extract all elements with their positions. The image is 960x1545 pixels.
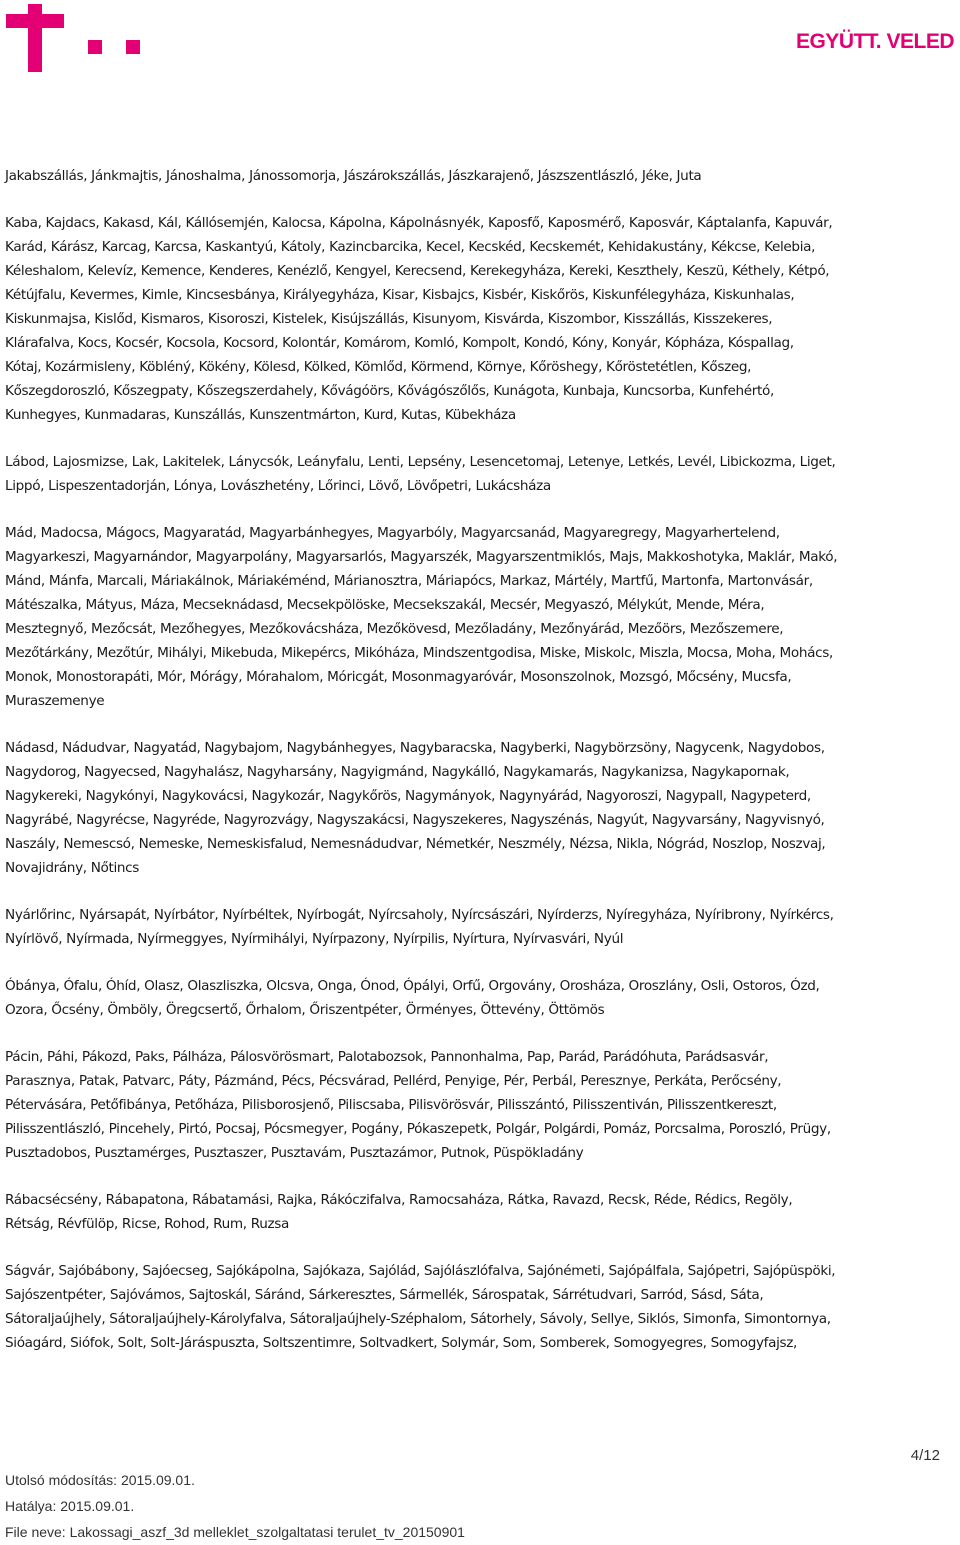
footer-filename: File neve: Lakossagi_aszf_3d melleklet_szolgaltatasi terulet_tv_20150901 — [5, 1524, 465, 1540]
footer-effective: Hatálya: 2015.09.01. — [5, 1498, 135, 1514]
paragraph-ny: Nyárlőrinc, Nyársapát, Nyírbátor, Nyírbéltek, Nyírbogát, Nyírcsaholy, Nyírcsászári, Nyírderzs, Nyíregyháza, Nyíribrony, Nyírkércs, Nyírlövő, Nyírmada, Nyírmeggyes, Nyírmihályi, Nyírpazony, Nyírpilis, Nyírtura, Nyírvasvári, Nyúl — [5, 907, 834, 947]
settlement-list — [5, 164, 955, 1378]
paragraph-p: Pácin, Páhi, Pákozd, Paks, Pálháza, Pálosvörösmart, Palotabozsok, Pannonhalma, Pap, Parád, Parádóhuta, Parádsasvár, Parasznya, Patak, Patvarc, Páty, Pázmánd, Pécs, Pécsvárad, Pellérd, Penyige, Pér, Perbál, Peresznye, Perkáta, Perőcsény, Pétervására, Petőfibánya, Petőháza, Pilisborosjenő, Piliscsaba, Pilisvörösvár, Pilisszántó, Pilisszentiván, Pilisszentkereszt, Pilisszentlászló, Pincehely, Pirtó, Pocsaj, Pócsmegyer, Pogány, Pókaszepetk, Polgár, Polgárdi, Pomáz, Porcsalma, Poroszló, Prügy, Pusztadobos, Pusztamérges, Pusztaszer, Pusztavám, Pusztazámor, Putnok, Püspökladány — [5, 1049, 831, 1161]
paragraph-n: Nádasd, Nádudvar, Nagyatád, Nagybajom, Nagybánhegyes, Nagybaracska, Nagyberki, Nagybörzsöny, Nagycenk, Nagydobos, Nagydorog, Nagyecsed, Nagyhalász, Nagyharsány, Nagyigmánd, Nagykálló, Nagykamarás, Nagykanizsa, Nagykapornak, Nagykereki, Nagykónyi, Nagykovácsi, Nagykozár, Nagykőrös, Nagymányok, Nagynyárád, Nagyoroszi, Nagypall, Nagypeterd, Nagyrábé, Nagyrécse, Nagyréde, Nagyrozvágy, Nagyszakácsi, Nagyszekeres, Nagyszénás, Nagyút, Nagyvarsány, Nagyvisnyó, Naszály, Nemescsó, Nemeske, Nemeskisfalud, Nemesnádudvar, Németkér, Neszmély, Nézsa, Nikla, Nógrád, Noszlop, Noszvaj, Novajidrány, Nőtincs — [5, 740, 826, 876]
paragraph-r: Rábacsécsény, Rábapatona, Rábatamási, Rajka, Rákóczifalva, Ramocsaháza, Rátka, Ravazd, Recsk, Réde, Rédics, Regöly, Rétság, Révfülöp, Ricse, Rohod, Rum, Ruzsa — [5, 1192, 793, 1232]
paragraph-k: Kaba, Kajdacs, Kakasd, Kál, Kállósemjén, Kalocsa, Kápolna, Kápolnásnyék, Kaposfő, Kaposmérő, Kaposvár, Káptalanfa, Kapuvár, Karád, Kárász, Karcag, Karcsa, Kaskantyú, Kátoly, Kazincbarcika, Kecel, Kecskéd, Kecskemét, Kehidakustány, Kékcse, Kelebia, Kéleshalom, Kelevíz, Kemence, Kenderes, Kenézlő, Kengyel, Kerecsend, Kerekegyháza, Kereki, Keszthely, Keszü, Kéthely, Kétpó, Kétújfalu, Kevermes, Kimle, Kincsesbánya, Királyegyháza, Kisar, Kisbajcs, Kisbér, Kiskőrös, Kiskunfélegyháza, Kiskunhalas, Kiskunmajsa, Kislőd, Kismaros, Kisoroszi, Kistelek, Kisújszállás, Kisunyom, Kisvárda, Kiszombor, Kisszállás, Kisszekeres, Klárafalva, Kocs, Kocsér, Kocsola, Kocsord, Kolontár, Komárom, Komló, Kompolt, Kondó, Kóny, Konyár, Kópháza, Kóspallag, Kótaj, Kozármisleny, Köbléný, Kökény, Kölesd, Kölked, Kömlőd, Körmend, Környe, Kőröshegy, Kőröstetétlen, Kőszeg, Kőszegdoroszló, Kőszegpaty, Kőszegszerdahely, Kővágóörs, Kővágószőlős, Kunágota, Kunbaja, Kuncsorba, Kunfehértó, Kunhegyes, Kunmadaras, Kunszállás, Kunszentmárton, Kurd, Kutas, Kübekháza — [5, 215, 833, 423]
footer — [5, 1467, 465, 1545]
telekom-logo — [6, 4, 140, 72]
paragraph-l: Lábod, Lajosmizse, Lak, Lakitelek, Lánycsók, Leányfalu, Lenti, Lepsény, Lesencetomaj, Letenye, Letkés, Levél, Libickozma, Liget, Lippó, Lispeszentadorján, Lónya, Lovászhetény, Lőrinci, Lövő, Lövőpetri, Lukácsháza — [5, 454, 836, 494]
slogan: EGYÜTT. VELED — [795, 30, 954, 53]
paragraph-j: Jakabszállás, Jánkmajtis, Jánoshalma, Jánossomorja, Jászárokszállás, Jászkarajenő, Jászszentlászló, Jéke, Juta — [5, 168, 702, 184]
footer-modified: Utolsó módosítás: 2015.09.01. — [5, 1472, 195, 1488]
paragraph-m: Mád, Madocsa, Mágocs, Magyaratád, Magyarbánhegyes, Magyarbóly, Magyarcsanád, Magyaregregy, Magyarhertelend, Magyarkeszi, Magyarnándor, Magyarpolány, Magyarsarlós, Magyarszék, Magyarszentmiklós, Majs, Makkoshotyka, Maklár, Makó, Mánd, Mánfa, Marcali, Máriakálnok, Máriakéménd, Márianosztra, Máriapócs, Markaz, Mártély, Martfű, Martonfa, Martonvásár, Mátészalka, Mátyus, Máza, Mecseknádasd, Mecsekpölöske, Mecsekszakál, Mecsér, Megyaszó, Mélykút, Mende, Méra, Mesztegnyő, Mezőcsát, Mezőhegyes, Mezőkovácsháza, Mezőkövesd, Mezőladány, Mezőnyárád, Mezőörs, Mezőszemere, Mezőtárkány, Mezőtúr, Mihályi, Mikebuda, Mikepércs, Mikóháza, Mindszentgodisa, Miske, Miskolc, Miszla, Mocsa, Moha, Mohács, Monok, Monostorapáti, Mór, Mórágy, Mórahalom, Móricgát, Mosonmagyaróvár, Mosonszolnok, Mozsgó, Mőcsény, Mucsfa, Muraszemenye — [5, 525, 838, 709]
paragraph-s: Ságvár, Sajóbábony, Sajóecseg, Sajókápolna, Sajókaza, Sajólád, Sajólászlófalva, Sajónémeti, Sajópálfala, Sajópetri, Sajópüspöki, Sajószentpéter, Sajóvámos, Sajtoskál, Sáránd, Sárkeresztes, Sármellék, Sárospatak, Sárrétudvari, Sarród, Sásd, Sáta, Sátoraljaújhely, Sátoraljaújhely-Károlyfalva, Sátoraljaújhely-Széphalom, Sátorhely, Sávoly, Sellye, Siklós, Simonfa, Simontornya, Sióagárd, Siófok, Solt, Solt-Járáspuszta, Soltszentimre, Soltvadkert, Solymár, Som, Somberek, Somogyegres, Somogyfajsz, — [5, 1263, 836, 1351]
paragraph-o: Óbánya, Ófalu, Óhíd, Olasz, Olaszliszka, Olcsva, Onga, Ónod, Ópályi, Orfű, Orgovány, Orosháza, Oroszlány, Osli, Ostoros, Ózd, Ozora, Őcsény, Ömböly, Öregcsertő, Őrhalom, Őriszentpéter, Örményes, Öttevény, Öttömös — [5, 978, 820, 1018]
page-number: 4/12 — [910, 1447, 940, 1464]
